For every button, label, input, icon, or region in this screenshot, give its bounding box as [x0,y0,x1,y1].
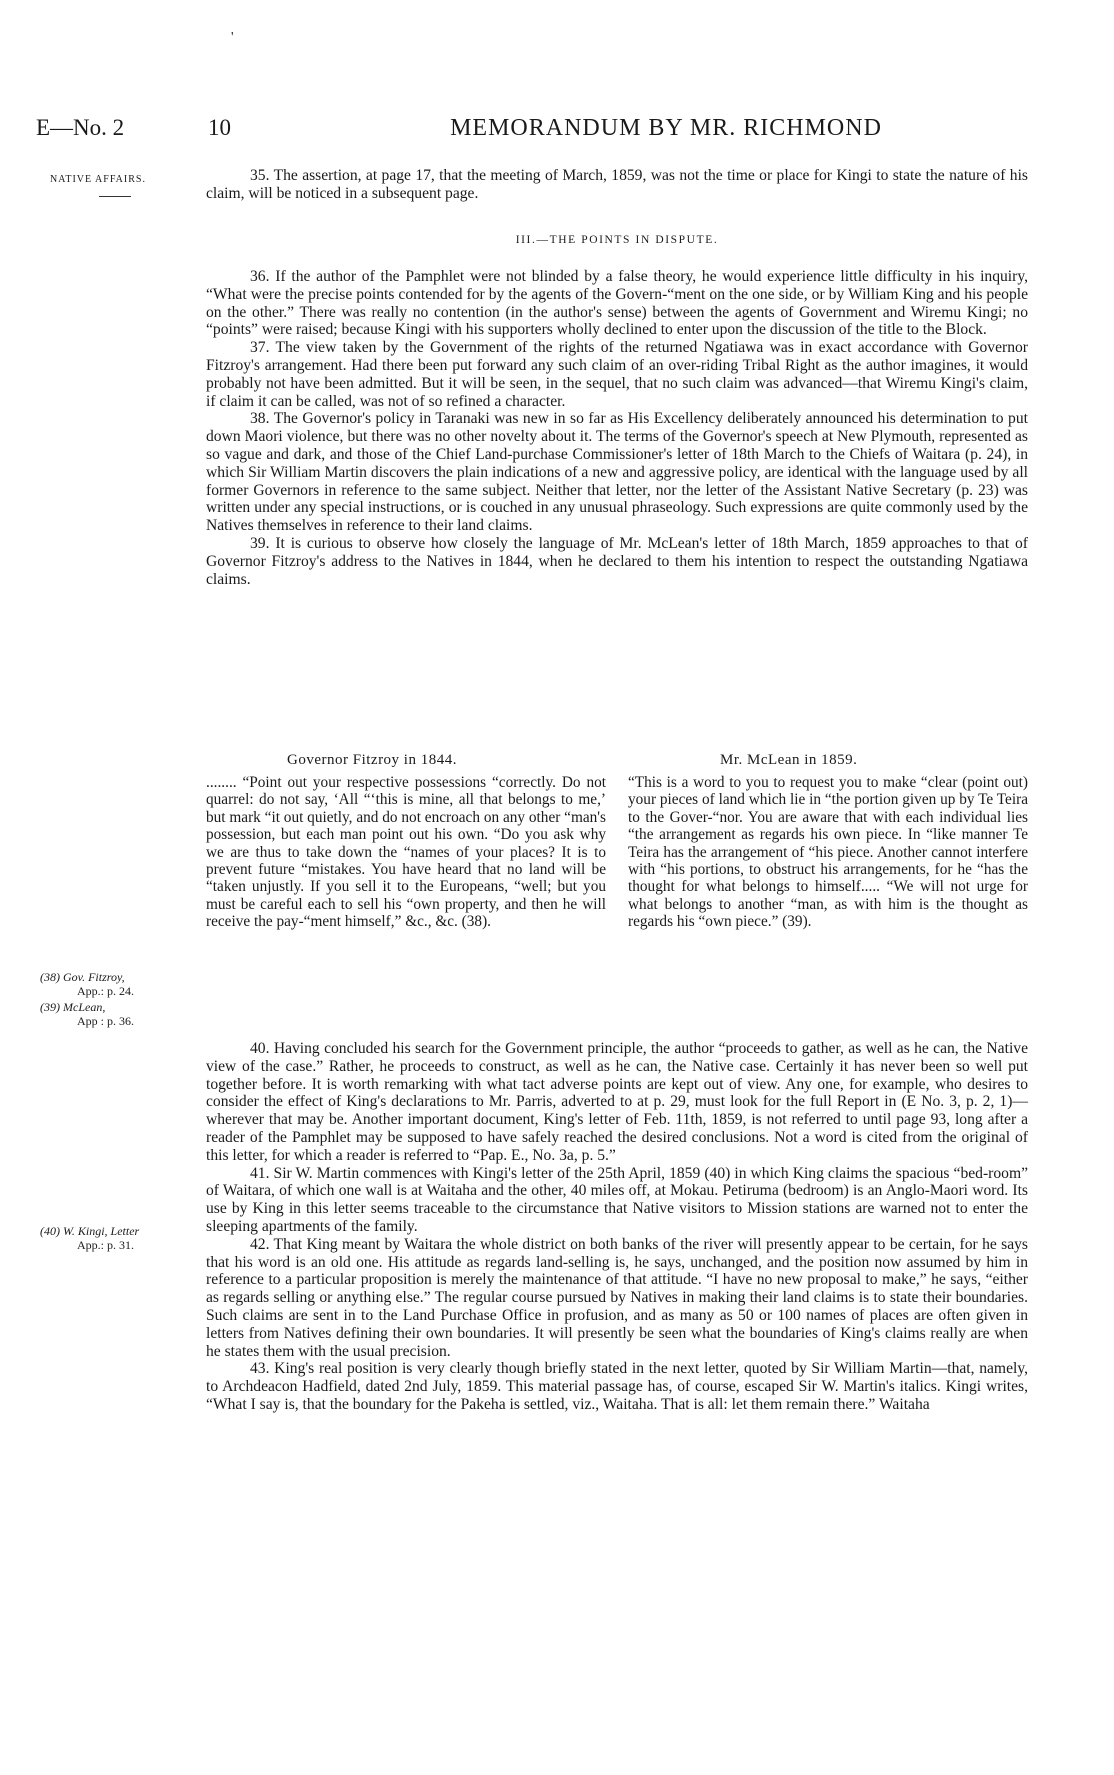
page-header [36,115,1070,149]
margin-divider [99,196,131,197]
page-title: MEMORANDUM BY MR. RICHMOND [450,115,882,141]
side-note-reference: App.: p. 31. [77,1238,134,1252]
quote-mclean: “This is a word to you to request you to make “clear (point out) your pieces of land which lie in “the portion given up by Te Teira to the Gover-“nor. You are aware that with each individual lies “the arrangement as regards his own piece. In “like manner Te Teira has the arrangement of “his piece. Another cannot interfere with “his portions, to obstruct his arrangements, for he “has the thought for what belongs to himself..... “We will not urge for what belongs to another “man, as with him is the thought as regards his “own piece.” (39). [628,774,1028,931]
margin-section-tag: NATIVE AFFAIRS. [50,174,146,185]
paragraph-42: 42. That King meant by Waitara the whole district on both banks of the river will presently appear to be certain, for he says that his word is an old one. His attitude as regards land-selling is, he says, unchanged, and the position now assumed by him in reference to a particular proposition is merely the maintenance of that attitude. “I have no new proposal to make,” he says, “either as regards selling or anything else.” The regular course pursued by Natives in making their land claims is to state their boundaries. Such claims are sent in to the Land Purchase Office in profusion, and as many as 50 or 100 names of places are often given in letters from Natives defining their own boundaries. It will presently be seen what the boundaries of King's claims really are when he states them with the usual precision. [206,1235,1028,1360]
side-note-reference: App.: p. 24. [77,984,134,998]
side-note-40 [40,1224,139,1252]
quote-heading-mclean: Mr. McLean in 1859. [720,752,858,768]
side-note-reference: App : p. 36. [77,1014,134,1028]
paragraph-35 [206,167,1028,203]
paragraphs-36-39 [206,268,1028,588]
side-note-39 [40,1000,134,1028]
side-note-label: (39) McLean, [40,1000,106,1014]
paragraph-43: 43. King's real position is very clearly though briefly stated in the next letter, quoted by Sir William Martin—that, namely, to Archdeacon Hadfield, dated 2nd July, 1859. This material passage has, of course, escaped Sir W. Martin's italics. Kingi writes, “What I say is, that the boundary for the Pakeha is settled, viz., Waitaha. That is all: let them remain there.” Waitaha [206,1360,1028,1413]
paragraphs-40-43 [206,1040,1028,1414]
paragraph-text: 35. The assertion, at page 17, that the meeting of March, 1859, was not the time or place for Kingi to state the nature of his claim, will be noticed in a subsequent page. [206,167,1028,202]
paragraph-41: 41. Sir W. Martin commences with Kingi's letter of the 25th April, 1859 (40) in which King claims the spacious “bed-room” of Waitara, of which one wall is at Waitaha and the other, 40 miles off, at Mokau. Petiruma (bedroom) is an Anglo-Maori word. Its use by King in this letter seems traceable to the circumstance that Native visitors to Mission stations are warned not to enter the sleeping apartments of the family. [206,1164,1028,1235]
side-note-label: (38) Gov. Fitzroy, [40,970,125,984]
page-mark: ' [231,30,234,45]
page-number: 10 [208,115,231,140]
document-reference: E—No. 2 [36,115,125,140]
side-note-38 [40,970,134,998]
quote-fitzroy: ........ “Point out your respective possessions “correctly. Do not quarrel: do not say, ‘All “‘this is mine, all that belongs to me,’ but mark “it out quietly, and do not encroach on any other “man's possession, but each man point out his own. “Do you ask why we are thus to take down the “names of your places? It is to prevent future “mistakes. You have heard that no land will be “taken unjustly. If you sell it to the Europeans, “well; but you must be careful each to sell his “own property, and then he will receive the pay-“ment himself,” &c., &c. (38). [206,774,606,931]
quote-heading-fitzroy: Governor Fitzroy in 1844. [287,752,457,768]
paragraph-38: 38. The Governor's policy in Taranaki was new in so far as His Excellency deliberately announced his determination to put down Maori violence, but there was no other novelty about it. The terms of the Governor's speech at New Plymouth, represented as so vague and dark, and those of the Chief Land-purchase Commissioner's letter of 18th March to the Chiefs of Waitara (p. 24), in which Sir William Martin discovers the plain indications of a new and aggressive policy, are identical with the language used by all former Governors in reference to the same subject. Neither that letter, nor the letter of the Assistant Native Secretary (p. 23) was written under any special instructions, or is couched in any unusual phraseology. Such expressions are quite commonly used by the Natives themselves in reference to their land claims. [206,410,1028,535]
paragraph-36: 36. If the author of the Pamphlet were not blinded by a false theory, he would experience little difficulty in his inquiry, “What were the precise points contended for by the agents of the Govern-“ment on the one side, or by William King and his people on the other.” There was really no contention (in the author's sense) between the agents of Government and Wiremu Kingi; no “points” were raised; because Kingi with his supporters wholly declined to enter upon the discussion of the title to the Block. [206,268,1028,339]
section-heading: III.—THE POINTS IN DISPUTE. [515,234,719,246]
paragraph-40: 40. Having concluded his search for the Government principle, the author “proceeds to gather, as well as he can, the Native view of the case.” Rather, he proceeds to construct, as well as he can, the Native case. Certainly it has never been so well put together before. It is worth remarking with what tact adverse points are kept out of view. Any one, for example, who desires to consider the effect of King's declarations to Mr. Parris, adverted to at p. 29, must look for the full Report in (E No. 3, p. 2, 1)—wherever that may be. Another important document, King's letter of Feb. 11th, 1859, is not referred to until page 93, long after a reader of the Pamphlet may be supposed to have safely reached the desired conclusions. Not a word is cited from the original of this letter, for which a reader is referred to “Pap. E., No. 3a, p. 5.” [206,1040,1028,1164]
side-note-label: (40) W. Kingi, Letter [40,1224,140,1238]
paragraph-37: 37. The view taken by the Government of the rights of the returned Ngatiawa was in exact accordance with Governor Fitzroy's arrangement. Had there been put forward any such claim of an over-riding Tribal Right as the author imagines, it would probably not have been admitted. But it will be seen, in the sequel, that no such claim was advanced—that Wiremu Kingi's claim, if claim it can be called, was not of so refined a character. [206,339,1028,410]
paragraph-39: 39. It is curious to observe how closely the language of Mr. McLean's letter of 18th March, 1859 approaches to that of Governor Fitzroy's address to the Natives in 1844, when he declared to them his intention to respect the outstanding Ngatiawa claims. [206,534,1028,588]
